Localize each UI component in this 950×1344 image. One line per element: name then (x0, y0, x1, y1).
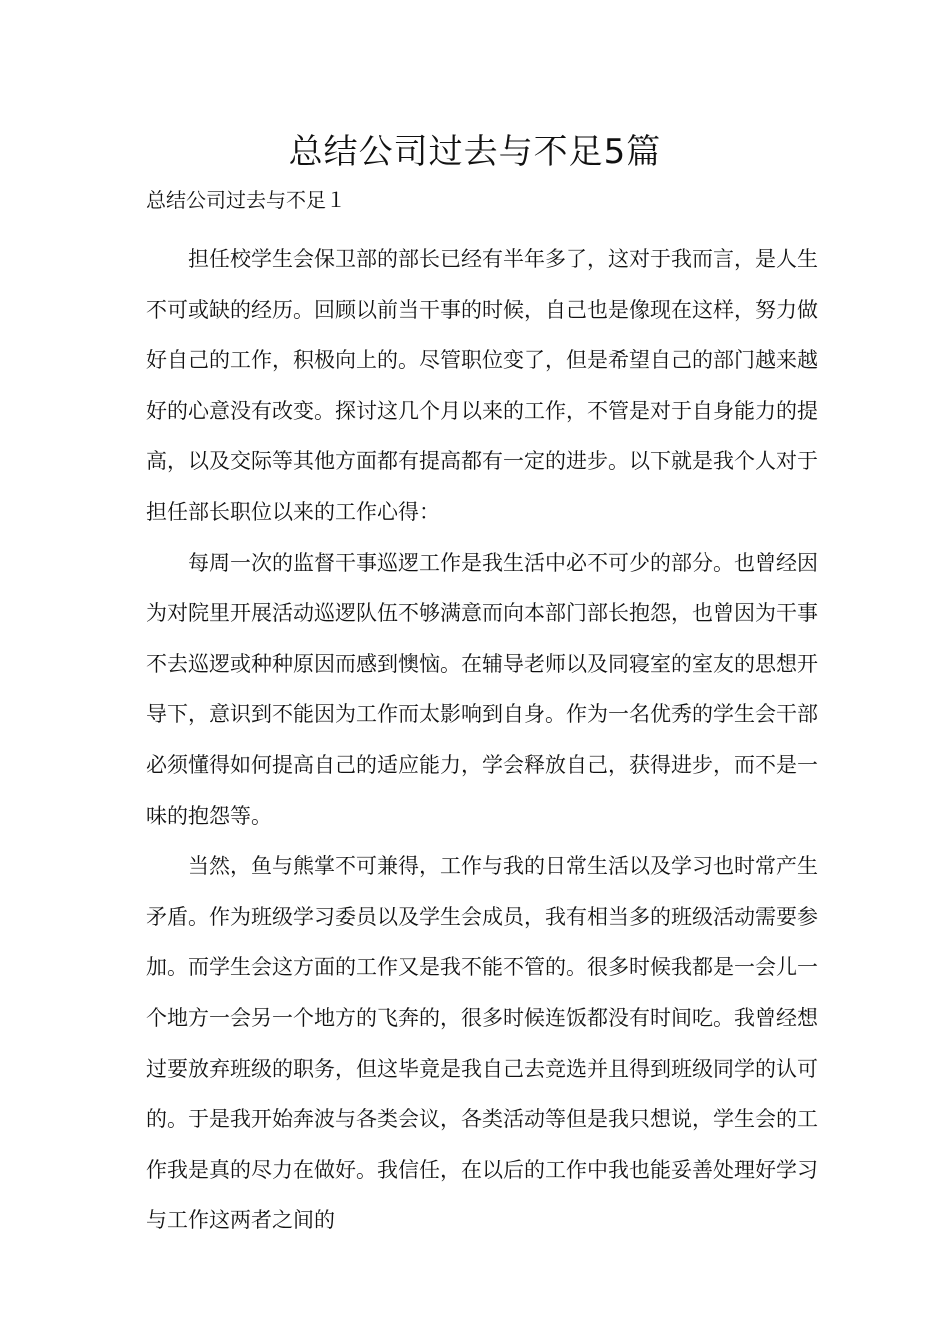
document-title: 总结公司过去与不足5篇 (288, 132, 662, 172)
section-heading: 总结公司过去与不足１ (146, 188, 346, 212)
document-body (146, 234, 818, 1246)
paragraph: 担任校学生会保卫部的部长已经有半年多了，这对于我而言，是人生不可或缺的经历。回顾以前当干事的时候，自己也是像现在这样，努力做好自己的工作，积极向上的。尽管职位变了，但是希望自己的部门越来越好的心意没有改变。探讨这几个月以来的工作，不管是对于自身能力的提高，以及交际等其他方面都有提高都有一定的进步。以下就是我个人对于担任部长职位以来的工作心得： (146, 247, 818, 524)
paragraph: 每周一次的监督干事巡逻工作是我生活中必不可少的部分。也曾经因为对院里开展活动巡逻队伍不够满意而向本部门部长抱怨，也曾因为干事不去巡逻或种种原因而感到懊恼。在辅导老师以及同寝室的室友的思想开导下，意识到不能因为工作而太影响到自身。作为一名优秀的学生会干部必须懂得如何提高自己的适应能力，学会释放自己，获得进步，而不是一味的抱怨等。 (146, 550, 818, 828)
paragraph: 当然，鱼与熊掌不可兼得，工作与我的日常生活以及学习也时常产生矛盾。作为班级学习委员以及学生会成员，我有相当多的班级活动需要参加。而学生会这方面的工作又是我不能不管的。很多时候我都是一会儿一个地方一会另一个地方的飞奔的，很多时候连饭都没有时间吃。我曾经想过要放弃班级的职务，但这毕竟是我自己去竞选并且得到班级同学的认可的。于是我开始奔波与各类会议，各类活动等但是我只想说，学生会的工作我是真的尽力在做好。我信任，在以后的工作中我也能妥善处理好学习与工作这两者之间的 (146, 854, 818, 1233)
